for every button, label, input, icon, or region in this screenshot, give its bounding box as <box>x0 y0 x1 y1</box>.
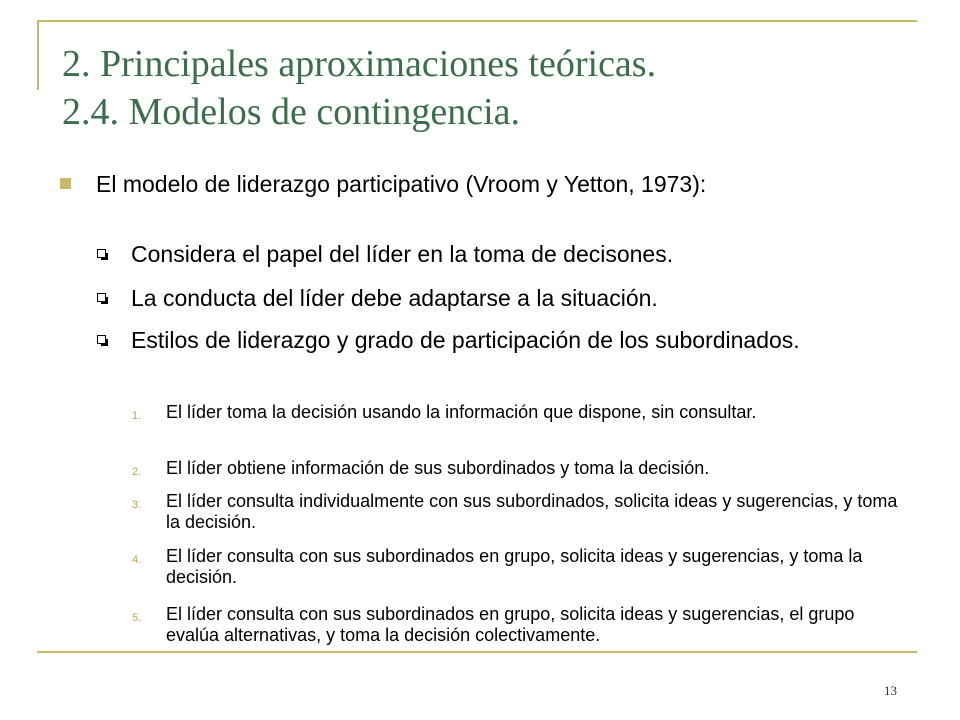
list-number: 5. <box>132 612 142 624</box>
list-number: 1. <box>132 410 142 422</box>
style-text: El líder consulta con sus subordinados en grupo, solicita ideas y sugerencias, y toma la decisión. <box>166 546 863 587</box>
style-text: El líder consulta individualmente con sus subordinados, solicita ideas y sugerencias, y toma la decisión. <box>166 491 898 532</box>
style-text: El líder toma la decisión usando la información que dispone, sin consultar. <box>166 402 757 422</box>
list-number: 2. <box>132 466 142 478</box>
title-line-1: 2. Principales aproximaciones teóricas. <box>62 43 657 85</box>
square-bullet-icon <box>60 178 71 189</box>
style-item-1 <box>132 402 906 423</box>
main-point <box>96 170 926 198</box>
sub-point-text: La conducta del líder debe adaptarse a la situación. <box>131 285 658 311</box>
list-number: 4. <box>132 554 142 566</box>
sub-point-2 <box>131 284 921 312</box>
main-point-text: El modelo de liderazgo participativo (Vroom y Yetton, 1973): <box>96 171 707 197</box>
checkbox-bullet-icon <box>97 249 106 258</box>
title-line-2: 2.4. Modelos de contingencia. <box>62 91 521 133</box>
slide-number: 13 <box>884 683 897 698</box>
list-number: 3. <box>132 499 142 511</box>
style-text: El líder consulta con sus subordinados en grupo, solicita ideas y sugerencias, el grupo evalúa alternativas, y toma la decisión colectivamente. <box>166 604 855 645</box>
style-text: El líder obtiene información de sus subordinados y toma la decisión. <box>166 458 710 478</box>
sub-point-1 <box>131 240 921 268</box>
style-item-5 <box>132 604 906 646</box>
sub-point-text: Considera el papel del líder en la toma de decisones. <box>131 241 674 267</box>
checkbox-bullet-icon <box>97 335 106 344</box>
style-item-2 <box>132 458 906 479</box>
checkbox-bullet-icon <box>97 293 106 302</box>
sub-point-text: Estilos de liderazgo y grado de participación de los subordinados. <box>131 327 800 353</box>
sub-point-3 <box>131 326 921 354</box>
style-item-3 <box>132 491 906 533</box>
style-item-4 <box>132 546 906 588</box>
